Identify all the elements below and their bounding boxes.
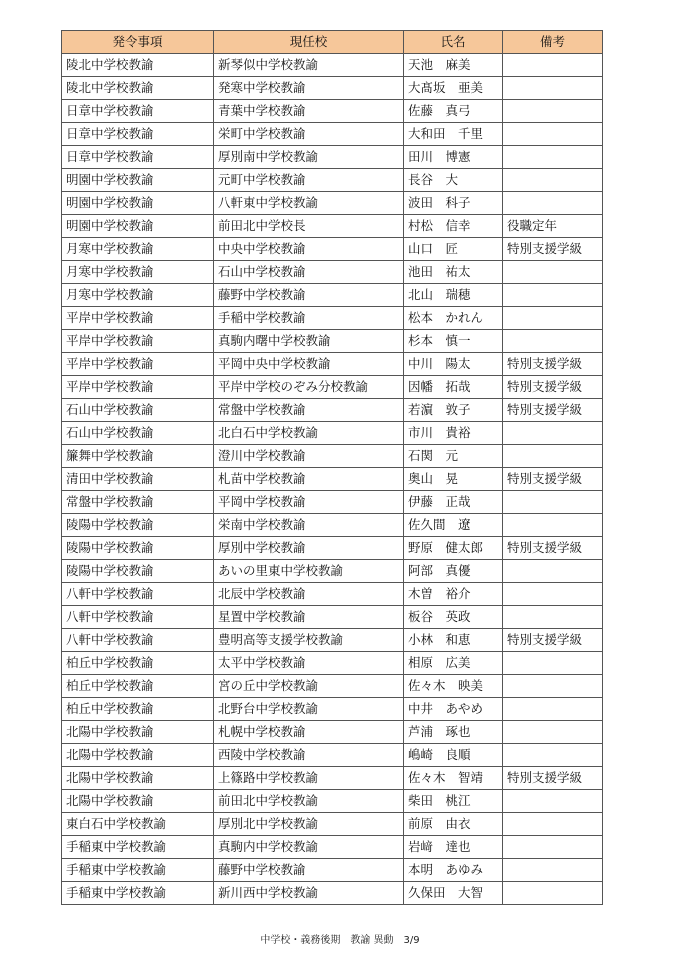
table-row (62, 192, 603, 215)
cell-assignment: 平岸中学校教諭 (62, 376, 214, 399)
cell-current-school: 青葉中学校教諭 (214, 100, 404, 123)
table-row (62, 767, 603, 790)
cell-current-school: 北野台中学校教諭 (214, 698, 404, 721)
cell-current-school: 前田北中学校長 (214, 215, 404, 238)
cell-remarks: 特別支援学級 (503, 468, 603, 491)
cell-name: 北山 瑞穂 (404, 284, 503, 307)
cell-name: 木曽 裕介 (404, 583, 503, 606)
cell-name: 小林 和恵 (404, 629, 503, 652)
table-row (62, 376, 603, 399)
cell-assignment: 八軒中学校教諭 (62, 606, 214, 629)
cell-assignment: 陵北中学校教諭 (62, 54, 214, 77)
table-row (62, 353, 603, 376)
table-row (62, 238, 603, 261)
cell-name: 板谷 英政 (404, 606, 503, 629)
table-row (62, 100, 603, 123)
cell-name: 本明 あゆみ (404, 859, 503, 882)
cell-assignment: 手稲東中学校教諭 (62, 859, 214, 882)
cell-remarks (503, 146, 603, 169)
cell-assignment: 月寒中学校教諭 (62, 238, 214, 261)
table-row (62, 54, 603, 77)
cell-name: 柴田 桃江 (404, 790, 503, 813)
cell-assignment: 日章中学校教諭 (62, 146, 214, 169)
table-row (62, 882, 603, 905)
table-row (62, 399, 603, 422)
cell-remarks (503, 675, 603, 698)
cell-current-school: 手稲中学校教諭 (214, 307, 404, 330)
cell-name: 中井 あやめ (404, 698, 503, 721)
table-row (62, 675, 603, 698)
cell-name: 佐久間 遼 (404, 514, 503, 537)
cell-assignment: 北陽中学校教諭 (62, 744, 214, 767)
cell-current-school: 平岡中央中学校教諭 (214, 353, 404, 376)
cell-assignment: 北陽中学校教諭 (62, 721, 214, 744)
table-row (62, 859, 603, 882)
cell-assignment: 東白石中学校教諭 (62, 813, 214, 836)
cell-name: 芦浦 琢也 (404, 721, 503, 744)
cell-current-school: 石山中学校教諭 (214, 261, 404, 284)
cell-name: 大髙坂 亜美 (404, 77, 503, 100)
table-row (62, 146, 603, 169)
cell-remarks (503, 169, 603, 192)
table-row (62, 445, 603, 468)
table-row (62, 491, 603, 514)
cell-name: 佐々木 映美 (404, 675, 503, 698)
table-row (62, 698, 603, 721)
cell-name: 田川 博憲 (404, 146, 503, 169)
cell-remarks (503, 54, 603, 77)
cell-remarks (503, 192, 603, 215)
cell-assignment: 日章中学校教諭 (62, 100, 214, 123)
cell-current-school: 元町中学校教諭 (214, 169, 404, 192)
cell-current-school: 豊明高等支援学校教諭 (214, 629, 404, 652)
header-assignment: 発令事項 (62, 31, 214, 54)
cell-remarks (503, 859, 603, 882)
cell-name: 佐々木 智靖 (404, 767, 503, 790)
cell-remarks (503, 100, 603, 123)
cell-current-school: 中央中学校教諭 (214, 238, 404, 261)
cell-current-school: 北白石中学校教諭 (214, 422, 404, 445)
cell-current-school: 厚別南中学校教諭 (214, 146, 404, 169)
cell-remarks (503, 560, 603, 583)
cell-current-school: 真駒内中学校教諭 (214, 836, 404, 859)
table-row (62, 744, 603, 767)
table-row (62, 468, 603, 491)
cell-assignment: 柏丘中学校教諭 (62, 698, 214, 721)
cell-remarks: 特別支援学級 (503, 767, 603, 790)
cell-name: 杉本 慎一 (404, 330, 503, 353)
table-header-row (62, 31, 603, 54)
cell-assignment: 手稲東中学校教諭 (62, 882, 214, 905)
cell-name: 野原 健太郎 (404, 537, 503, 560)
cell-name: 長谷 大 (404, 169, 503, 192)
cell-assignment: 手稲東中学校教諭 (62, 836, 214, 859)
cell-name: 佐藤 真弓 (404, 100, 503, 123)
cell-assignment: 八軒中学校教諭 (62, 629, 214, 652)
cell-current-school: 八軒東中学校教諭 (214, 192, 404, 215)
table-row (62, 560, 603, 583)
cell-name: 嶋崎 良順 (404, 744, 503, 767)
cell-assignment: 平岸中学校教諭 (62, 330, 214, 353)
cell-remarks (503, 330, 603, 353)
header-current-school: 現任校 (214, 31, 404, 54)
table-row (62, 583, 603, 606)
cell-remarks (503, 882, 603, 905)
cell-current-school: 前田北中学校教諭 (214, 790, 404, 813)
cell-assignment: 明園中学校教諭 (62, 169, 214, 192)
table-row (62, 629, 603, 652)
cell-assignment: 明園中学校教諭 (62, 192, 214, 215)
cell-remarks (503, 583, 603, 606)
cell-remarks: 特別支援学級 (503, 376, 603, 399)
cell-current-school: 新琴似中学校教諭 (214, 54, 404, 77)
table-row (62, 537, 603, 560)
cell-remarks (503, 445, 603, 468)
cell-remarks (503, 744, 603, 767)
cell-name: 中川 陽太 (404, 353, 503, 376)
cell-remarks (503, 307, 603, 330)
cell-remarks (503, 491, 603, 514)
cell-current-school: 平岸中学校のぞみ分校教諭 (214, 376, 404, 399)
cell-remarks (503, 123, 603, 146)
cell-current-school: 北辰中学校教諭 (214, 583, 404, 606)
cell-name: 池田 祐太 (404, 261, 503, 284)
cell-remarks: 特別支援学級 (503, 399, 603, 422)
cell-remarks: 特別支援学級 (503, 238, 603, 261)
table-row (62, 514, 603, 537)
cell-name: 前原 由衣 (404, 813, 503, 836)
cell-current-school: 太平中学校教諭 (214, 652, 404, 675)
cell-current-school: 真駒内曙中学校教諭 (214, 330, 404, 353)
cell-current-school: 厚別中学校教諭 (214, 537, 404, 560)
header-name: 氏名 (404, 31, 503, 54)
cell-assignment: 柏丘中学校教諭 (62, 675, 214, 698)
cell-current-school: 西陵中学校教諭 (214, 744, 404, 767)
table-row (62, 652, 603, 675)
cell-remarks (503, 836, 603, 859)
personnel-table (61, 30, 603, 905)
cell-assignment: 平岸中学校教諭 (62, 307, 214, 330)
cell-assignment: 北陽中学校教諭 (62, 767, 214, 790)
cell-assignment: 月寒中学校教諭 (62, 284, 214, 307)
cell-assignment: 陵陽中学校教諭 (62, 560, 214, 583)
cell-current-school: 上篠路中学校教諭 (214, 767, 404, 790)
cell-assignment: 石山中学校教諭 (62, 422, 214, 445)
table-row (62, 123, 603, 146)
cell-current-school: 平岡中学校教諭 (214, 491, 404, 514)
cell-current-school: 厚別北中学校教諭 (214, 813, 404, 836)
cell-remarks (503, 652, 603, 675)
cell-current-school: あいの里東中学校教諭 (214, 560, 404, 583)
cell-remarks (503, 261, 603, 284)
cell-assignment: 北陽中学校教諭 (62, 790, 214, 813)
cell-assignment: 石山中学校教諭 (62, 399, 214, 422)
cell-current-school: 宮の丘中学校教諭 (214, 675, 404, 698)
table-body (62, 54, 603, 905)
table-row (62, 77, 603, 100)
cell-current-school: 札幌中学校教諭 (214, 721, 404, 744)
cell-remarks (503, 284, 603, 307)
cell-assignment: 月寒中学校教諭 (62, 261, 214, 284)
page-footer: 中学校・義務後期 教諭 異動 3/9 (260, 935, 420, 946)
cell-current-school: 澄川中学校教諭 (214, 445, 404, 468)
cell-current-school: 栄南中学校教諭 (214, 514, 404, 537)
cell-remarks (503, 721, 603, 744)
cell-assignment: 柏丘中学校教諭 (62, 652, 214, 675)
table-row (62, 813, 603, 836)
cell-remarks (503, 813, 603, 836)
table-row (62, 215, 603, 238)
cell-remarks (503, 422, 603, 445)
cell-current-school: 札苗中学校教諭 (214, 468, 404, 491)
cell-remarks (503, 514, 603, 537)
table-row (62, 606, 603, 629)
cell-name: 相原 広美 (404, 652, 503, 675)
cell-current-school: 新川西中学校教諭 (214, 882, 404, 905)
cell-assignment: 常盤中学校教諭 (62, 491, 214, 514)
cell-assignment: 清田中学校教諭 (62, 468, 214, 491)
table-row (62, 307, 603, 330)
cell-name: 石関 元 (404, 445, 503, 468)
cell-remarks: 役職定年 (503, 215, 603, 238)
cell-current-school: 藤野中学校教諭 (214, 284, 404, 307)
table-row (62, 330, 603, 353)
table-row (62, 790, 603, 813)
cell-assignment: 陵陽中学校教諭 (62, 514, 214, 537)
cell-name: 山口 匠 (404, 238, 503, 261)
table-row (62, 422, 603, 445)
cell-assignment: 明園中学校教諭 (62, 215, 214, 238)
cell-current-school: 常盤中学校教諭 (214, 399, 404, 422)
cell-name: 伊藤 正哉 (404, 491, 503, 514)
cell-current-school: 星置中学校教諭 (214, 606, 404, 629)
cell-remarks (503, 698, 603, 721)
cell-assignment: 陵北中学校教諭 (62, 77, 214, 100)
cell-current-school: 栄町中学校教諭 (214, 123, 404, 146)
header-remarks: 備考 (503, 31, 603, 54)
table-row (62, 721, 603, 744)
cell-remarks: 特別支援学級 (503, 353, 603, 376)
table-row (62, 261, 603, 284)
cell-assignment: 簾舞中学校教諭 (62, 445, 214, 468)
cell-assignment: 陵陽中学校教諭 (62, 537, 214, 560)
table-row (62, 836, 603, 859)
cell-assignment: 八軒中学校教諭 (62, 583, 214, 606)
cell-name: 若濵 敦子 (404, 399, 503, 422)
cell-name: 市川 貴裕 (404, 422, 503, 445)
cell-name: 因幡 拓哉 (404, 376, 503, 399)
cell-name: 天池 麻美 (404, 54, 503, 77)
cell-assignment: 日章中学校教諭 (62, 123, 214, 146)
cell-name: 村松 信幸 (404, 215, 503, 238)
cell-current-school: 発寒中学校教諭 (214, 77, 404, 100)
cell-remarks (503, 790, 603, 813)
cell-remarks (503, 77, 603, 100)
cell-assignment: 平岸中学校教諭 (62, 353, 214, 376)
cell-remarks (503, 606, 603, 629)
cell-name: 波田 科子 (404, 192, 503, 215)
cell-name: 松本 かれん (404, 307, 503, 330)
cell-name: 久保田 大智 (404, 882, 503, 905)
cell-name: 奥山 晃 (404, 468, 503, 491)
cell-remarks: 特別支援学級 (503, 629, 603, 652)
cell-name: 岩﨑 達也 (404, 836, 503, 859)
cell-name: 阿部 真優 (404, 560, 503, 583)
cell-remarks: 特別支援学級 (503, 537, 603, 560)
table-row (62, 284, 603, 307)
cell-name: 大和田 千里 (404, 123, 503, 146)
cell-current-school: 藤野中学校教諭 (214, 859, 404, 882)
table-row (62, 169, 603, 192)
